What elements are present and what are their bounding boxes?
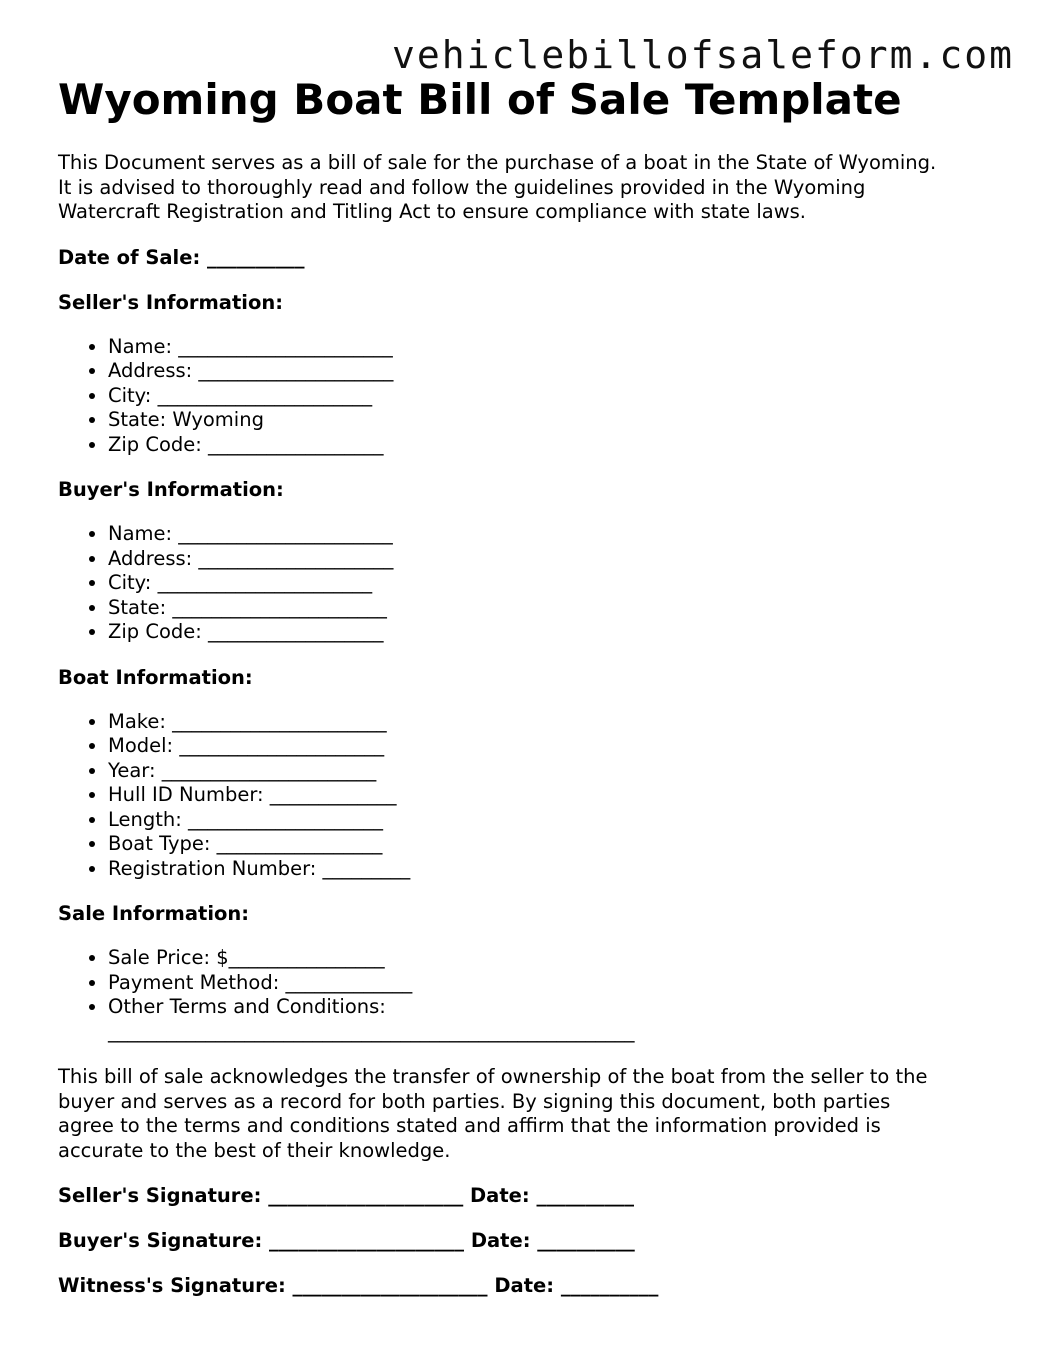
sale-info-list [58, 946, 1008, 1044]
watermark: vehiclebillofsaleform.com [392, 33, 1014, 77]
closing-line: accurate to the best of their knowledge. [58, 1138, 451, 1162]
boat-registration-field: • Registration Number: _________ [108, 857, 1008, 882]
sale-section-heading: Sale Information: [58, 902, 250, 925]
seller-name-field: • Name: ______________________ [108, 335, 1008, 360]
sale-price-field: • Sale Price: $________________ [108, 946, 1008, 971]
boat-type-field: • Boat Type: _________________ [108, 832, 1008, 857]
payment-method-field: • Payment Method: _____________ [108, 971, 1008, 996]
buyer-section-heading: Buyer's Information: [58, 478, 284, 501]
boat-info-list [58, 710, 1008, 882]
boat-hull-id-field: • Hull ID Number: _____________ [108, 783, 1008, 808]
boat-make-field: • Make: ______________________ [108, 710, 1008, 735]
closing-line: buyer and serves as a record for both parties. By signing this document, both parties [58, 1089, 891, 1113]
boat-model-field: • Model: _____________________ [108, 734, 1008, 759]
buyer-signature-line: Buyer's Signature: ____________________ Date: __________ [58, 1229, 635, 1252]
seller-zip-field: • Zip Code: __________________ [108, 433, 1008, 458]
intro-paragraph [58, 151, 1008, 225]
other-terms-line: ______________________________________________________ [108, 1019, 635, 1043]
intro-line: This Document serves as a bill of sale for the purchase of a boat in the State of Wyoming. [58, 151, 937, 174]
boat-year-field: • Year: ______________________ [108, 759, 1008, 784]
closing-paragraph [58, 1065, 1008, 1163]
boat-length-field: • Length: ____________________ [108, 808, 1008, 833]
closing-line: This bill of sale acknowledges the transfer of ownership of the boat from the seller to the [58, 1065, 928, 1088]
seller-city-field: • City: ______________________ [108, 384, 1008, 409]
other-terms-label: Other Terms and Conditions: [108, 995, 386, 1018]
buyer-address-field: • Address: ____________________ [108, 547, 1008, 572]
seller-address-field: • Address: ____________________ [108, 359, 1008, 384]
seller-signature-line: Seller's Signature: ____________________ Date: __________ [58, 1184, 634, 1207]
seller-section-heading: Seller's Information: [58, 290, 284, 314]
other-terms-field [108, 995, 1008, 1044]
boat-section-heading: Boat Information: [58, 665, 253, 689]
date-of-sale-field: Date of Sale: __________ [58, 245, 305, 269]
witness-signature-line: Witness's Signature: ____________________ Date: __________ [58, 1274, 659, 1297]
page-title: Wyoming Boat Bill of Sale Template [58, 75, 902, 124]
buyer-city-field: • City: ______________________ [108, 571, 1008, 596]
intro-line: Watercraft Registration and Titling Act to ensure compliance with state laws. [58, 200, 807, 223]
buyer-zip-field: • Zip Code: __________________ [108, 620, 1008, 645]
seller-info-list [58, 335, 1008, 458]
seller-state-field: • State: Wyoming [108, 408, 1008, 433]
buyer-info-list [58, 522, 1008, 645]
buyer-state-field: • State: ______________________ [108, 596, 1008, 621]
document-body [58, 72, 1008, 1298]
closing-line: agree to the terms and conditions stated and affirm that the information provided is [58, 1114, 881, 1137]
buyer-name-field: • Name: ______________________ [108, 522, 1008, 547]
intro-line: It is advised to thoroughly read and follow the guidelines provided in the Wyoming [58, 175, 866, 199]
